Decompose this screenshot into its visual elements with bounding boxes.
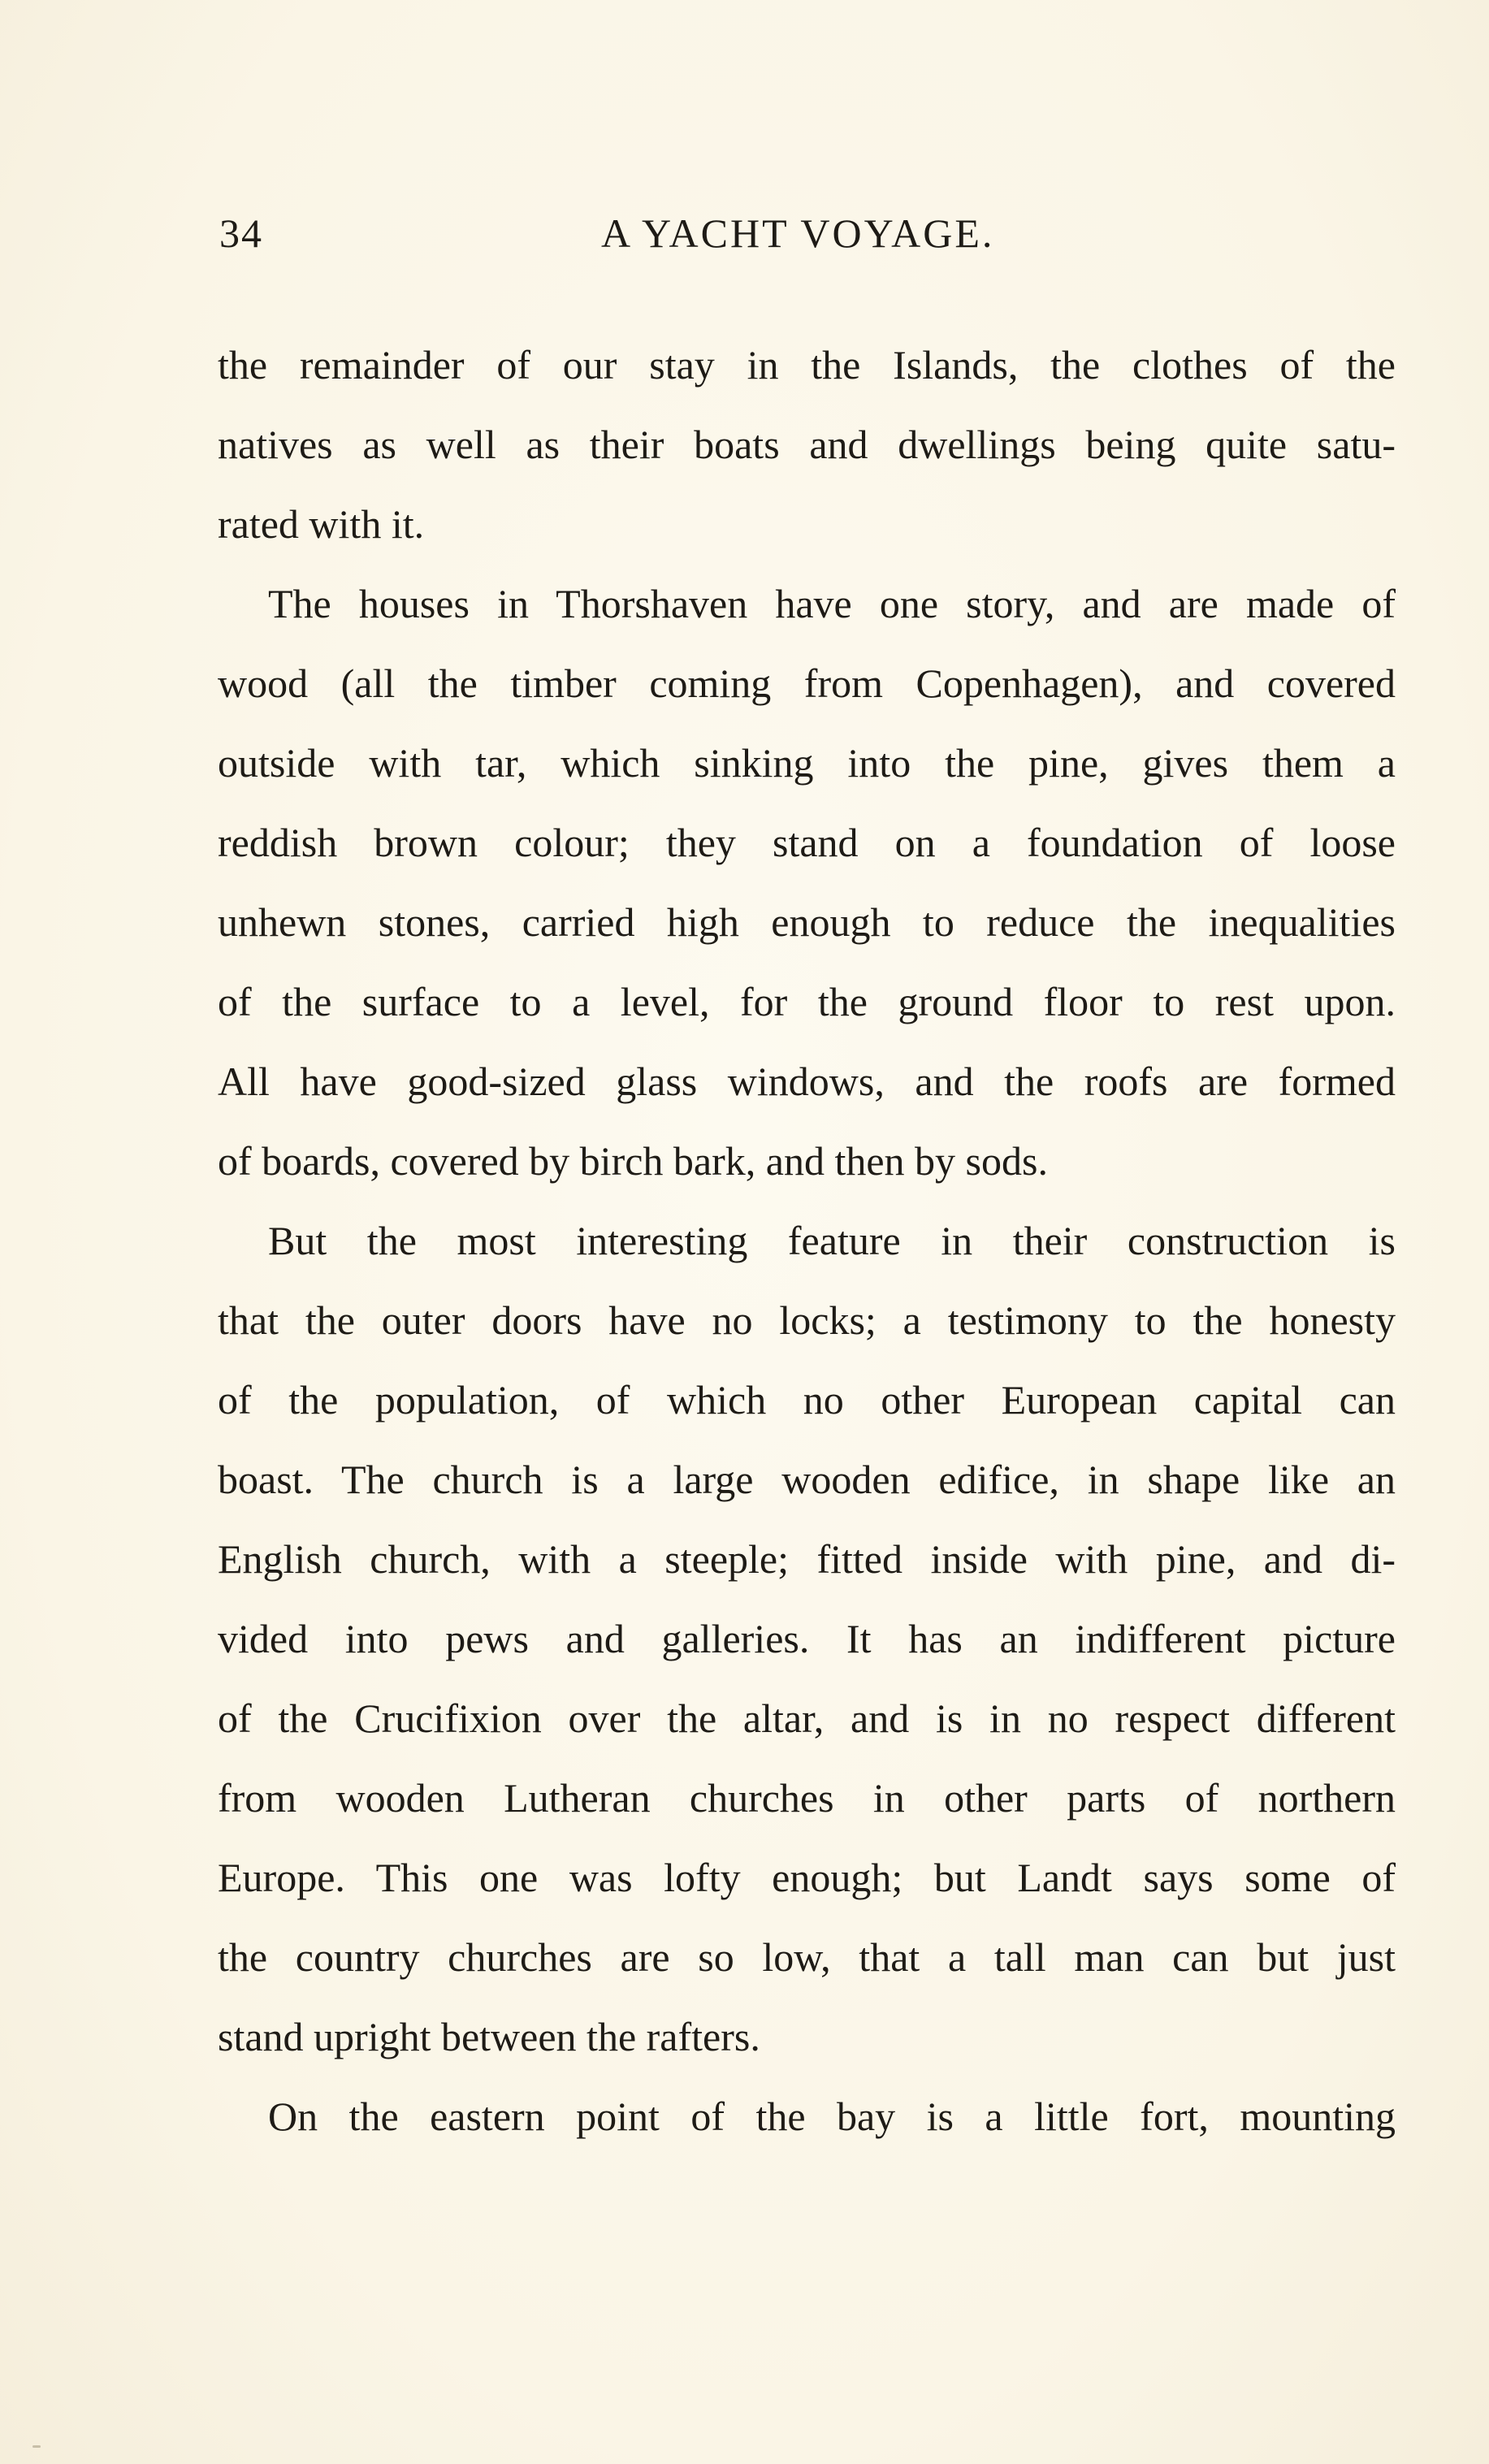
- text-line: of the surface to a level, for the ground floor to rest upon.: [218, 979, 1396, 1024]
- text-line: natives as well as their boats and dwellings being quite satu-: [218, 422, 1396, 467]
- page-header: [219, 210, 1397, 258]
- text-line: the country churches are so low, that a tall man can but just: [218, 1934, 1396, 1980]
- text-line: the remainder of our stay in the Islands, the clothes of the: [218, 342, 1396, 388]
- text-line: But the most interesting feature in their construction is: [268, 1218, 1396, 1263]
- text-line: reddish brown colour; they stand on a foundation of loose: [218, 820, 1396, 865]
- paper-speck: [32, 2445, 41, 2448]
- page-number: 34: [219, 210, 263, 256]
- text-line: of boards, covered by birch bark, and then by sods.: [218, 1138, 1048, 1184]
- text-line: rated with it.: [218, 501, 425, 547]
- text-line: of the Crucifixion over the altar, and is in no respect different: [218, 1695, 1396, 1741]
- text-line: The houses in Thorshaven have one story, and are made of: [268, 581, 1396, 626]
- text-line: that the outer doors have no locks; a testimony to the honesty: [218, 1297, 1396, 1343]
- text-line: All have good-sized glass windows, and the roofs are formed: [218, 1059, 1396, 1104]
- text-line: of the population, of which no other European capital can: [218, 1377, 1396, 1423]
- text-line: outside with tar, which sinking into the pine, gives them a: [218, 740, 1396, 786]
- running-head: A YACHT VOYAGE.: [601, 210, 995, 256]
- text-line: English church, with a steeple; fitted inside with pine, and di-: [218, 1536, 1396, 1582]
- body-text: [218, 325, 1396, 2156]
- text-line: stand upright between the rafters.: [218, 2014, 760, 2059]
- text-line: Europe. This one was lofty enough; but Landt says some of: [218, 1855, 1396, 1900]
- text-line: On the eastern point of the bay is a little fort, mounting: [268, 2094, 1396, 2139]
- text-line: boast. The church is a large wooden edifice, in shape like an: [218, 1457, 1396, 1502]
- text-line: wood (all the timber coming from Copenhagen), and covered: [218, 660, 1396, 706]
- text-line: vided into pews and galleries. It has an indifferent picture: [218, 1616, 1396, 1661]
- text-line: unhewn stones, carried high enough to reduce the inequalities: [218, 899, 1396, 945]
- text-line: from wooden Lutheran churches in other parts of northern: [218, 1775, 1396, 1821]
